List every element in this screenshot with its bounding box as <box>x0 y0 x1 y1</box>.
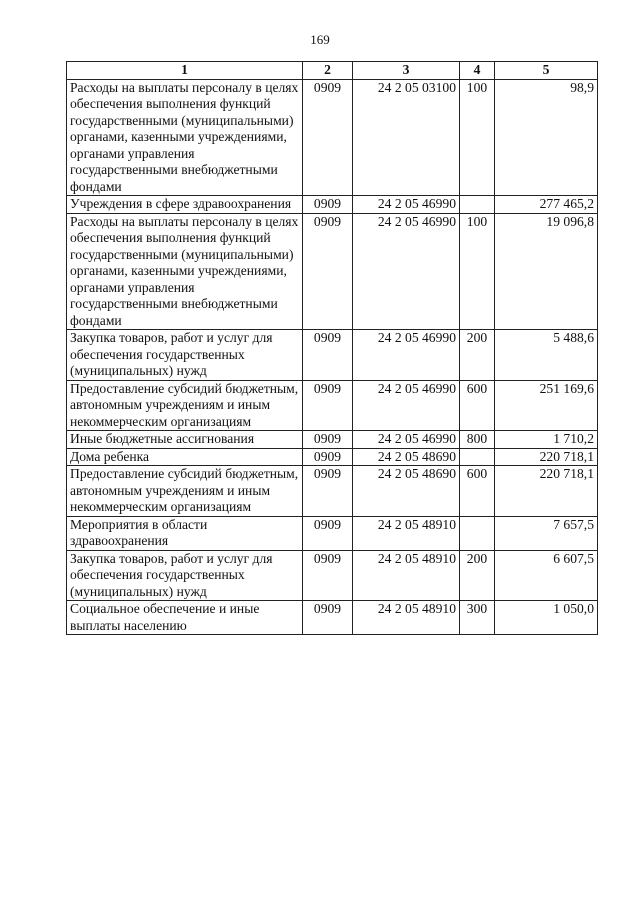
row-name: Расходы на выплаты персоналу в целях обеспечения выполнения функций государственными (муниципальными) органами, казенными учреждениями, органами управления государственными внебюджетными фондами <box>67 79 303 196</box>
row-name: Закупка товаров, работ и услуг для обеспечения государственных (муниципальных) нужд <box>67 550 303 601</box>
row-target: 24 2 05 46990 <box>353 213 460 330</box>
table-row <box>67 380 598 431</box>
row-amount: 277 465,2 <box>495 196 598 214</box>
row-name: Мероприятия в области здравоохранения <box>67 516 303 550</box>
header-col-4: 4 <box>460 62 495 80</box>
row-section: 0909 <box>303 380 353 431</box>
row-amount: 251 169,6 <box>495 380 598 431</box>
row-name: Закупка товаров, работ и услуг для обеспечения государственных (муниципальных) нужд <box>67 330 303 381</box>
row-target: 24 2 05 46990 <box>353 431 460 449</box>
row-type: 100 <box>460 213 495 330</box>
table-row <box>67 431 598 449</box>
row-name: Предоставление субсидий бюджетным, автономным учреждениям и иным некоммерческим организациям <box>67 466 303 517</box>
table-row <box>67 550 598 601</box>
header-col-3: 3 <box>353 62 460 80</box>
row-name: Иные бюджетные ассигнования <box>67 431 303 449</box>
page-number: 169 <box>310 32 330 47</box>
row-type: 200 <box>460 550 495 601</box>
header-col-1: 1 <box>67 62 303 80</box>
row-target: 24 2 05 48910 <box>353 516 460 550</box>
table-row <box>67 601 598 635</box>
row-target: 24 2 05 46990 <box>353 330 460 381</box>
row-name: Дома ребенка <box>67 448 303 466</box>
table-row <box>67 196 598 214</box>
row-type: 100 <box>460 79 495 196</box>
row-amount: 1 710,2 <box>495 431 598 449</box>
header-col-2: 2 <box>303 62 353 80</box>
row-amount: 6 607,5 <box>495 550 598 601</box>
row-type <box>460 448 495 466</box>
row-amount: 220 718,1 <box>495 448 598 466</box>
row-section: 0909 <box>303 431 353 449</box>
table-row <box>67 466 598 517</box>
row-type <box>460 196 495 214</box>
header-row <box>67 62 598 80</box>
row-section: 0909 <box>303 213 353 330</box>
row-amount: 7 657,5 <box>495 516 598 550</box>
row-type: 800 <box>460 431 495 449</box>
row-type: 600 <box>460 466 495 517</box>
row-type: 600 <box>460 380 495 431</box>
table-row <box>67 516 598 550</box>
row-amount: 220 718,1 <box>495 466 598 517</box>
row-target: 24 2 05 48690 <box>353 466 460 517</box>
row-name: Предоставление субсидий бюджетным, автономным учреждениям и иным некоммерческим организациям <box>67 380 303 431</box>
row-name: Социальное обеспечение и иные выплаты населению <box>67 601 303 635</box>
row-target: 24 2 05 46990 <box>353 380 460 431</box>
row-section: 0909 <box>303 516 353 550</box>
row-type <box>460 516 495 550</box>
row-target: 24 2 05 48690 <box>353 448 460 466</box>
row-section: 0909 <box>303 196 353 214</box>
row-amount: 19 096,8 <box>495 213 598 330</box>
row-section: 0909 <box>303 466 353 517</box>
row-target: 24 2 05 03100 <box>353 79 460 196</box>
row-section: 0909 <box>303 79 353 196</box>
row-type: 200 <box>460 330 495 381</box>
table-row <box>67 448 598 466</box>
row-type: 300 <box>460 601 495 635</box>
table-row <box>67 79 598 196</box>
row-amount: 98,9 <box>495 79 598 196</box>
budget-table <box>66 61 598 635</box>
table-row <box>67 330 598 381</box>
row-amount: 1 050,0 <box>495 601 598 635</box>
row-section: 0909 <box>303 448 353 466</box>
row-name: Учреждения в сфере здравоохранения <box>67 196 303 214</box>
row-section: 0909 <box>303 601 353 635</box>
row-name: Расходы на выплаты персоналу в целях обеспечения выполнения функций государственными (муниципальными) органами, казенными учреждениями, органами управления государственными внебюджетными фондами <box>67 213 303 330</box>
header-col-5: 5 <box>495 62 598 80</box>
row-target: 24 2 05 46990 <box>353 196 460 214</box>
row-section: 0909 <box>303 550 353 601</box>
table-row <box>67 213 598 330</box>
row-amount: 5 488,6 <box>495 330 598 381</box>
row-target: 24 2 05 48910 <box>353 550 460 601</box>
row-section: 0909 <box>303 330 353 381</box>
row-target: 24 2 05 48910 <box>353 601 460 635</box>
